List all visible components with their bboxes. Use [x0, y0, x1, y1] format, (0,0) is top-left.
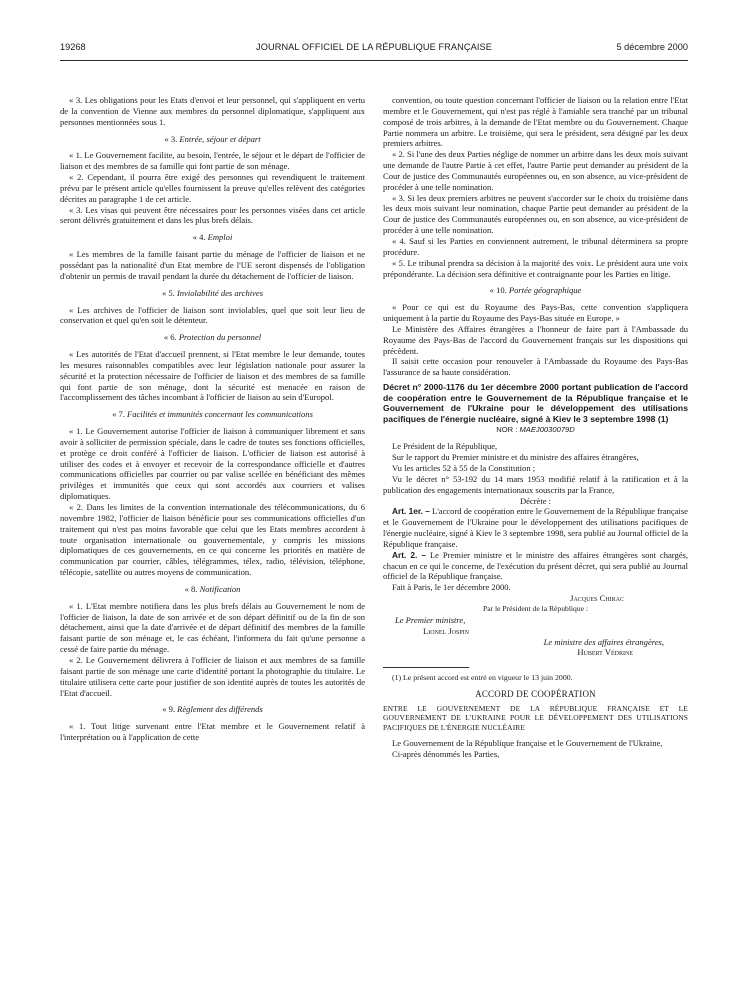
accord-paragraphs — [383, 738, 688, 760]
netherlands-paragraphs — [383, 302, 688, 378]
decree-preamble — [383, 441, 688, 495]
section-number: « 3. — [164, 133, 178, 144]
section-number: « 4. — [192, 232, 206, 243]
accord-subtitle: ENTRE LE GOUVERNEMENT DE LA RÉPUBLIQUE FRANÇAISE ET LE GOUVERNEMENT DE L'UKRAINE POUR LE DÉVELOPPEMENT DES UTILISATIONS PACIFIQUES DE L'ÉNERGIE NUCLÉAIRE — [383, 703, 688, 733]
decree-title: Décret n° 2000-1176 du 1er décembre 2000 portant publication de l'accord de coopération entre le Gouvernement de la République française et le Gouvernement de l'Ukraine pour le développement des utilisations pacifiques de l'énergie nucléaire, signé à Kiev le 3 septembre 1998 (1) — [383, 382, 688, 424]
header-rule — [60, 60, 688, 61]
par-le-president: Par le Président de la République : — [482, 603, 589, 613]
paragraph: « 4. Sauf si les Parties en conviennent autrement, le tribunal déterminera sa propre procédure. — [383, 235, 688, 257]
paragraph: « 2. Si l'une des deux Parties néglige de nommer un arbitre dans les deux mois suivant une demande de l'autre Partie à cet effet, l'autre Partie peut demander au président de la Cour de justice des Communautés européennes ou, en son absence, au vice-président de procéder à une telle nomination. — [383, 149, 688, 192]
section-heading — [60, 134, 365, 145]
paragraph: « Les autorités de l'Etat d'accueil prennent, si l'Etat membre le leur demande, toutes les mesures raisonnables compatibles avec leur législation nationale pour assurer la sécurité et la protection nécessaire de l'officier de liaison et des membres de sa famille qui font partie de son ménage, dont la sécurité est menacée en raison de l'accomplissement des tâches incombant à l'officier de liaison au sein d'Europol. — [60, 349, 365, 403]
paragraph: « 2. Cependant, il pourra être exigé des personnes qui revendiquent le traitement prévu par le présent article qu'elles fournissent la preuve qu'elles relèvent des catégories décrites au paragraphe 1 de cet article. — [60, 172, 365, 204]
section-title: Emploi — [207, 232, 233, 243]
paragraph: « 1. Le Gouvernement facilite, au besoin, l'entrée, le séjour et le départ de l'officier de liaison et des membres de sa famille qui font partie de son ménage. — [60, 150, 365, 172]
paragraph: convention, ou toute question concernant l'officier de liaison ou la relation entre l'Etat membre et le Gouvernement, qui n'est pas réglé à l'amiable sera tranché par un tribunal composé de trois arbitres, à la demande de l'Etat membre ou du Gouvernement. Chaque Partie nommera un arbitre. Le troisième, qui sera le président, sera désigné par les deux premiers arbitres. — [383, 95, 688, 149]
accord-title: ACCORD DE COOPÉRATION — [475, 689, 596, 700]
paragraph: « Les membres de la famille faisant partie du ménage de l'officier de liaison et ne possédant pas la nationalité d'un Etat membre de l'UE seront dispensés de l'obligation d'obtenir un permis de travail pendant la durée du détachement de l'officier de liaison. — [60, 249, 365, 281]
journal-title: JOURNAL OFFICIEL DE LA RÉPUBLIQUE FRANÇAISE — [256, 42, 492, 52]
section-title: Notification — [199, 583, 241, 594]
paragraph: « 3. Les obligations pour les Etats d'envoi et leur personnel, qui s'appliquent en vertu de la convention de Vienne aux membres du personnel diplomatique, s'appliquent aux personnes mentionnées sous 1. — [60, 95, 365, 127]
paragraph: « 5. Le tribunal prendra sa décision à la majorité des voix. Le président aura une voix prépondérante. La décision sera définitive et contraignante pour les Parties en litige. — [383, 257, 688, 279]
article-2-label: Art. 2. – — [392, 549, 427, 560]
section-title: Portée géographique — [508, 285, 582, 296]
section-heading — [60, 332, 365, 343]
paragraph: Vu les articles 52 à 55 de la Constitution ; — [392, 463, 536, 473]
decrete-line: Décrète : — [519, 495, 552, 506]
paragraph: Le Gouvernement de la République française et le Gouvernement de l'Ukraine, — [392, 737, 663, 748]
page-header — [60, 42, 688, 56]
section-heading-10 — [383, 285, 688, 296]
section-number: « 10. — [489, 285, 507, 296]
section-title: Inviolabilité des archives — [176, 287, 264, 298]
ministre-ae-name: Hubert Védrine — [577, 647, 633, 658]
premier-ministre-name: Lionel Jospin — [423, 625, 470, 636]
president-signature: Jacques Chirac — [570, 593, 624, 604]
nor-reference — [383, 425, 688, 436]
arbitration-paragraphs — [383, 95, 688, 279]
paragraph: Vu le décret n° 53-192 du 14 mars 1953 modifié relatif à la ratification et à la publication des engagements internationaux souscrits par la France, — [383, 473, 688, 495]
section-number: « 8. — [184, 583, 198, 594]
paragraph: « 1. L'Etat membre notifiera dans les plus brefs délais au Gouvernement le nom de l'officier de liaison, la date de son arrivée et de son départ définitif ou de la fin de son détachement, ainsi que la date d'arrivée et de départ définitif des membres de la famille faisant partie de son ménage et, le cas échéant, l'informera du fait qu'une personne a cessé de faire partie du ménage. — [60, 600, 365, 655]
paragraph: « Les archives de l'officier de liaison sont inviolables, quel que soit leur lieu de conservation et quel qu'en soit le détenteur. — [60, 304, 365, 326]
paragraph: Sur le rapport du Premier ministre et du ministre des affaires étrangères, — [392, 452, 639, 463]
article-2 — [383, 550, 688, 583]
place-and-date: Fait à Paris, le 1er décembre 2000. — [392, 582, 511, 593]
section-heading — [60, 409, 365, 420]
paragraph: « 3. Les visas qui peuvent être nécessaires pour les personnes visées dans cet article seront délivrés gratuitement et dans les plus brefs délais. — [60, 204, 365, 226]
signature-block — [383, 593, 688, 658]
nor-code: MAEJ0030079D — [519, 425, 575, 435]
section-heading — [60, 232, 365, 243]
nor-label: NOR : — [496, 425, 520, 435]
section-number: « 7. — [112, 409, 125, 420]
footnote: (1) Le présent accord est entré en vigueur le 13 juin 2000. — [392, 673, 573, 683]
left-column — [60, 95, 365, 743]
article-1-label: Art. 1er. – — [392, 506, 430, 517]
issue-date: 5 décembre 2000 — [616, 42, 688, 52]
paragraph: Ci-après dénommés les Parties, — [392, 748, 500, 759]
paragraph: « 2. Dans les limites de la convention internationale des télécommunications, du 6 novembre 1982, l'officier de liaison bénéficie pour ses communications officielles d'un traitement qui n'est pas moins favorable que celui que les Etats membres accordent à toute organisation internationale ou gouvernementale, y compris les missions diplomatiques de ces gouvernements, en ce qui concerne les priorités en matière de communication par courrier, câbles, télégrammes, télex, radio, télévision, téléphone, télécopie, satellite ou autres moyens de communication. — [60, 502, 365, 578]
article-1-text: L'accord de coopération entre le Gouvernement de la République française et le Gouvernement de l'Ukraine pour le développement des utilisations pacifiques de l'énergie nucléaire, signé à Kiev le 3 septembre 1998, sera publié au Journal officiel de la République française. — [383, 506, 688, 549]
section-title: Protection du personnel — [178, 332, 262, 343]
paragraph: « 1. Tout litige survenant entre l'Etat membre et le Gouvernement relatif à l'interprétation ou à l'application de cette — [60, 721, 365, 743]
footnote-rule — [383, 667, 469, 668]
paragraph: Le Ministère des Affaires étrangères a l'honneur de faire part à l'Ambassade du Royaume des Pays-Bas de l'accord du Gouvernement français sur les dispositions qui précèdent. — [383, 323, 688, 356]
paragraph: « 3. Si les deux premiers arbitres ne peuvent s'accorder sur le choix du troisième dans les deux mois suivant leur nomination, chaque Partie peut demander au président de la Cour de justice des Communautés européennes ou, en son absence, au vice-président de procéder à une telle nomination. — [383, 192, 688, 236]
page-number: 19268 — [60, 42, 86, 52]
paragraph: « Pour ce qui est du Royaume des Pays-Bas, cette convention s'appliquera uniquement à la partie du Royaume des Pays-Bas située en Europe. » — [383, 302, 688, 324]
right-column — [383, 95, 688, 759]
section-heading — [60, 584, 365, 595]
section-heading — [60, 288, 365, 299]
paragraph: Il saisit cette occasion pour renouveler à l'Ambassade du Royaume des Pays-Bas l'assurance de sa haute considération. — [383, 356, 688, 378]
section-heading — [60, 704, 365, 715]
section-title: Règlement des différends — [177, 704, 263, 715]
section-number: « 9. — [162, 704, 176, 715]
section-title: Entrée, séjour et départ — [179, 133, 261, 144]
premier-ministre-title: Le Premier ministre, — [395, 614, 466, 625]
article-1 — [383, 506, 688, 549]
section-number: « 5. — [161, 287, 175, 298]
paragraph: « 2. Le Gouvernement délivrera à l'officier de liaison et aux membres de sa famille faisant partie de son ménage une carte d'identité portant la photographie du titulaire. Le titulaire utilisera cette carte pour justifier de son identité auprès de toutes les autorités de l'Etat d'accueil. — [60, 654, 365, 698]
ministre-ae-title: Le ministre des affaires étrangères, — [543, 636, 664, 647]
article-2-text: Le Premier ministre et le ministre des affaires étrangères sont chargés, chacun en ce qui le concerne, de l'exécution du présent décret, qui sera publié au Journal officiel de la République française. — [383, 549, 689, 582]
section-title: Facilités et immunités concernant les communications — [127, 409, 313, 420]
paragraph: « 1. Le Gouvernement autorise l'officier de liaison à communiquer librement et sans avoir à solliciter de permission spéciale, dans le cadre de toutes ses fonctions officielles, et protège ce droit conféré à l'officier de liaison. L'officier de liaison est autorisé à utiliser des codes et à envoyer et recevoir de la correspondance officielle et d'autres communications officielles par courrier ou par valise scellée en bénéficiant des mêmes privilèges et immunités que ceux qui sont accordés aux courriers et valises diplomatiques. — [60, 426, 365, 502]
section-number: « 6. — [163, 332, 177, 343]
paragraph: Le Président de la République, — [392, 441, 498, 452]
